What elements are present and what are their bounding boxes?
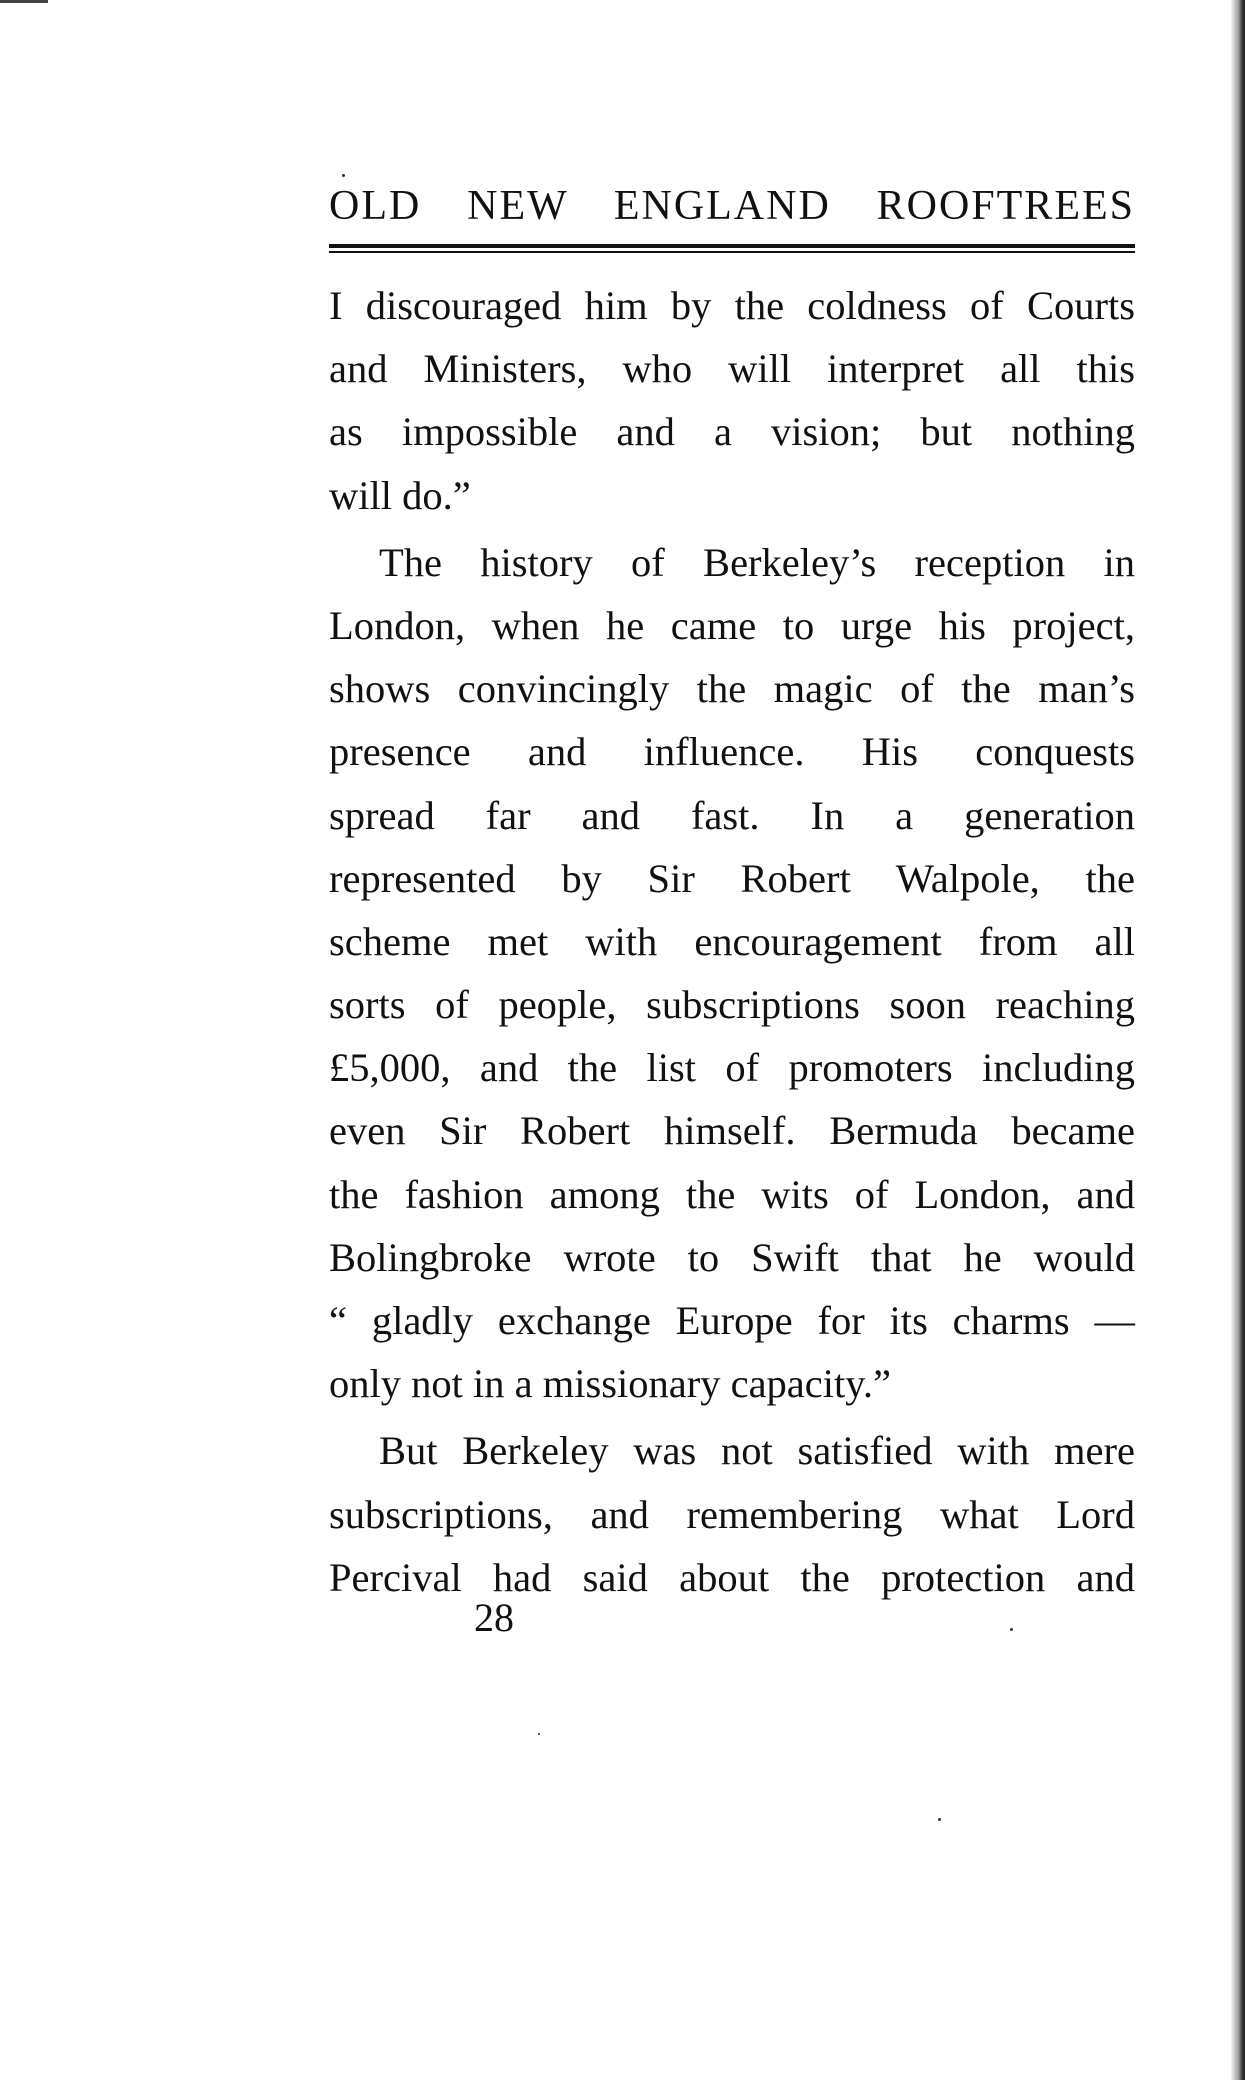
body-text xyxy=(329,274,1135,1609)
scan-speck xyxy=(1010,1628,1013,1631)
text-line: presence and influence. His conquests xyxy=(329,729,1135,775)
text-line: only not in a missionary capacity.” xyxy=(329,1361,891,1407)
scan-speck xyxy=(342,174,345,177)
text-line: scheme met with encouragement from all xyxy=(329,918,1135,964)
header-rule xyxy=(329,244,1135,253)
running-head: OLD NEW ENGLAND ROOFTREES xyxy=(329,183,1135,229)
paragraph-2 xyxy=(329,531,1135,1416)
text-line: even Sir Robert himself. Bermuda became xyxy=(329,1108,1135,1154)
scan-speck xyxy=(538,1733,540,1735)
scan-speck xyxy=(938,1818,941,1821)
text-line: represented by Sir Robert Walpole, the xyxy=(329,855,1135,901)
scan-corner-mark xyxy=(0,0,48,3)
text-line: shows convincingly the magic of the man’s xyxy=(329,666,1135,712)
text-line: The history of Berkeley’s reception in xyxy=(379,539,1135,585)
text-line: and Ministers, who will interpret all this xyxy=(329,346,1135,392)
text-line: subscriptions, and remembering what Lord xyxy=(329,1491,1135,1537)
text-line: sorts of people, subscriptions soon reaching xyxy=(329,982,1135,1028)
paragraph-1 xyxy=(329,274,1135,527)
text-line: But Berkeley was not satisfied with mere xyxy=(379,1428,1135,1474)
page-number: 28 xyxy=(474,1595,514,1640)
paragraph-3 xyxy=(329,1419,1135,1609)
text-line: spread far and fast. In a generation xyxy=(329,792,1135,838)
text-line: Bolingbroke wrote to Swift that he would xyxy=(329,1234,1135,1280)
text-line: £5,000, and the list of promoters including xyxy=(329,1045,1135,1091)
text-line: I discouraged him by the coldness of Courts xyxy=(329,283,1135,328)
text-line: “ gladly exchange Europe for its charms — xyxy=(329,1298,1135,1343)
text-line: the fashion among the wits of London, and xyxy=(329,1171,1135,1217)
text-line: will do.” xyxy=(329,472,471,518)
page-header xyxy=(329,178,1135,253)
text-line: as impossible and a vision; but nothing xyxy=(329,409,1135,455)
text-line: Percival had said about the protection and xyxy=(329,1554,1135,1600)
text-line: London, when he came to urge his project, xyxy=(329,602,1135,648)
scan-page-edge xyxy=(1231,0,1245,2080)
